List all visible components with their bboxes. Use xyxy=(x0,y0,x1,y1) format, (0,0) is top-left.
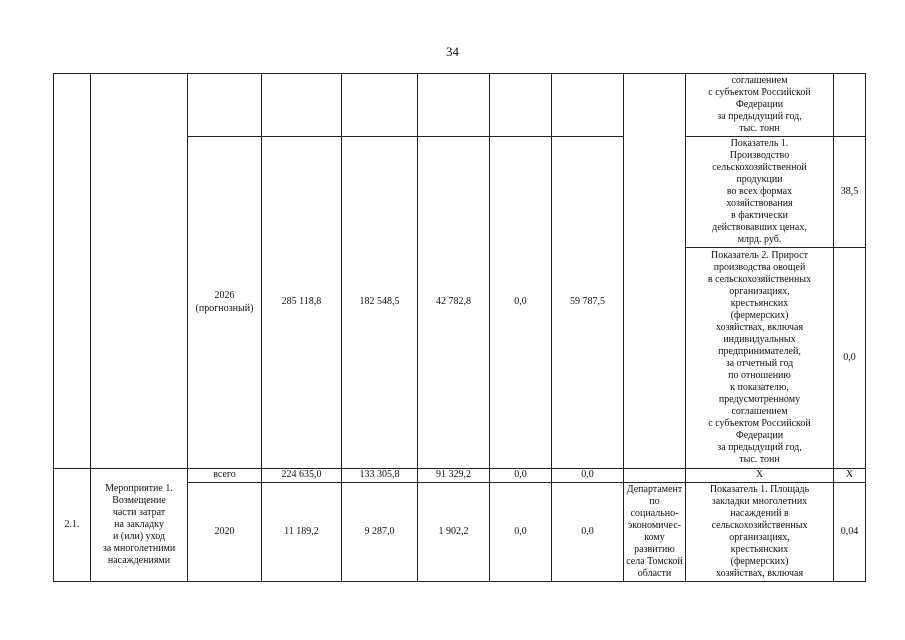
local-cell xyxy=(490,74,552,137)
indicator-value-cell: 0,04 xyxy=(834,483,866,582)
measure-name-cell xyxy=(91,74,188,469)
federal-cell: 9 287,0 xyxy=(342,483,418,582)
total-cell: 224 635,0 xyxy=(262,469,342,483)
extra-cell: 0,0 xyxy=(552,483,624,582)
federal-cell xyxy=(342,74,418,137)
extra-cell: 0,0 xyxy=(552,469,624,483)
year-cell: 2020 xyxy=(188,483,262,582)
indicator-cell: Х xyxy=(686,469,834,483)
executor-cell xyxy=(624,469,686,483)
local-cell: 0,0 xyxy=(490,469,552,483)
total-cell: 285 118,8 xyxy=(262,137,342,469)
indicator-cell: Показатель 1. Площадь закладки многолетних насаждений в сельскохозяйственных организациях, крестьянских (фермерских) хозяйствах, включая xyxy=(686,483,834,582)
indicator-cell: Показатель 2. Прирост производства овощей в сельскохозяйственных организациях, крестьянских (фермерских) хозяйствах, включая индивидуальных предпринимателей, за отчетный год по отношению к показателю, предусмотренному соглашением с субъектом Российской Федерации за предыдущий год, тыс. тонн xyxy=(686,248,834,469)
year-cell: 2026 (прогнозный) xyxy=(188,137,262,469)
local-cell: 0,0 xyxy=(490,483,552,582)
extra-cell xyxy=(552,74,624,137)
indicator-value-cell: Х xyxy=(834,469,866,483)
extra-cell: 59 787,5 xyxy=(552,137,624,469)
regional-cell: 91 329,2 xyxy=(418,469,490,483)
table-row xyxy=(54,74,866,137)
row-number-cell: 2.1. xyxy=(54,469,91,582)
regional-cell xyxy=(418,74,490,137)
executor-cell: Департамент по социально- экономичес- кому развитию села Томской области xyxy=(624,483,686,582)
federal-cell: 182 548,5 xyxy=(342,137,418,469)
indicator-value-cell: 38,5 xyxy=(834,137,866,248)
year-cell xyxy=(188,74,262,137)
program-financing-table xyxy=(53,73,866,582)
page-number: 34 xyxy=(446,44,459,59)
indicator-cell: соглашением с субъектом Российской Федерации за предыдущий год, тыс. тонн xyxy=(686,74,834,137)
executor-cell xyxy=(624,74,686,469)
local-cell: 0,0 xyxy=(490,137,552,469)
total-cell: 11 189,2 xyxy=(262,483,342,582)
table-row xyxy=(54,469,866,483)
federal-cell: 133 305,8 xyxy=(342,469,418,483)
total-cell xyxy=(262,74,342,137)
measure-name-cell: Мероприятие 1. Возмещение части затрат на закладку и (или) уход за многолетними насаждениями xyxy=(91,469,188,582)
regional-cell: 42 782,8 xyxy=(418,137,490,469)
indicator-value-cell xyxy=(834,74,866,137)
year-cell: всего xyxy=(188,469,262,483)
indicator-cell: Показатель 1. Производство сельскохозяйственной продукции во всех формах хозяйствования в фактически действовавших ценах, млрд. руб. xyxy=(686,137,834,248)
indicator-value-cell: 0,0 xyxy=(834,248,866,469)
regional-cell: 1 902,2 xyxy=(418,483,490,582)
row-number-cell xyxy=(54,74,91,469)
